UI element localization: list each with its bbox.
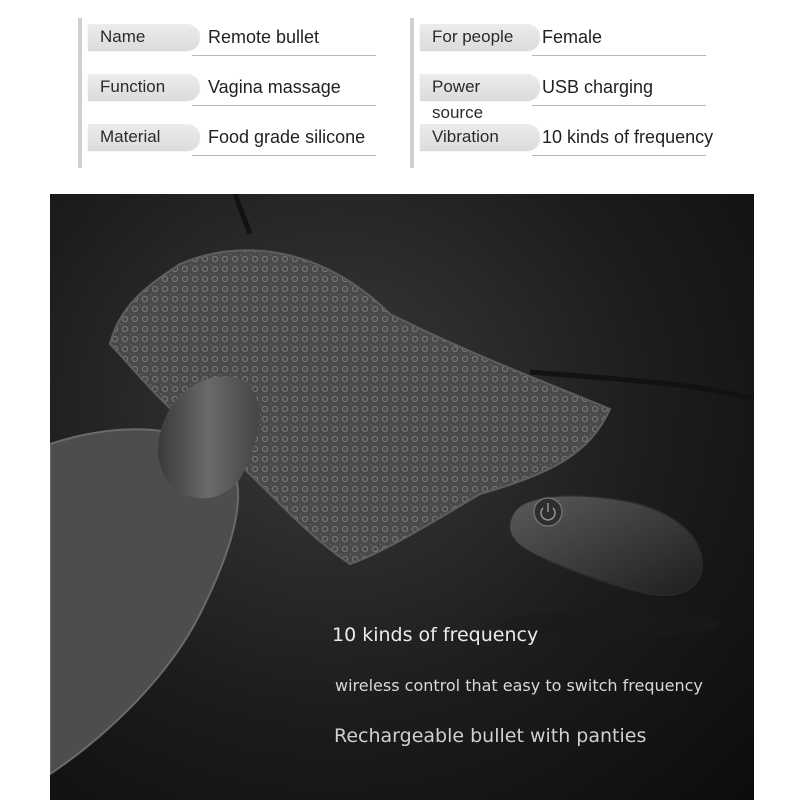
spec-divider — [192, 105, 376, 106]
spec-table-left — [78, 18, 376, 168]
spec-divider — [192, 155, 376, 156]
spec-divider — [532, 105, 706, 106]
spec-value: Food grade silicone — [208, 127, 366, 147]
caption-frequency: 10 kinds of frequency — [332, 624, 539, 646]
spec-label: Name — [88, 24, 200, 50]
spec-row-power-source — [410, 68, 706, 122]
spec-row-material — [78, 118, 376, 168]
spec-label: Power source — [420, 74, 540, 100]
spec-value: Vagina massage — [208, 77, 341, 97]
spec-value: Remote bullet — [208, 27, 320, 47]
spec-label: For people — [420, 24, 540, 50]
spec-label: Function — [88, 74, 200, 100]
spec-divider — [532, 155, 706, 156]
product-illustration — [50, 194, 754, 800]
caption-rechargeable: Rechargeable bullet with panties — [334, 725, 647, 747]
caption-wireless: wireless control that easy to switch frequency — [335, 676, 703, 695]
spec-divider — [532, 55, 706, 56]
spec-value: 10 kinds of frequency — [542, 127, 714, 147]
spec-label: Vibration — [420, 124, 540, 150]
spec-row-function — [78, 68, 376, 118]
product-photo — [50, 194, 754, 800]
spec-row-vibration — [410, 118, 714, 168]
spec-row-for-people — [410, 18, 706, 68]
spec-divider — [192, 55, 376, 56]
spec-value: USB charging — [542, 77, 654, 97]
spec-row-name — [78, 18, 376, 68]
spec-label: Material — [88, 124, 200, 150]
spec-table-right — [410, 18, 714, 168]
spec-value: Female — [542, 27, 603, 47]
